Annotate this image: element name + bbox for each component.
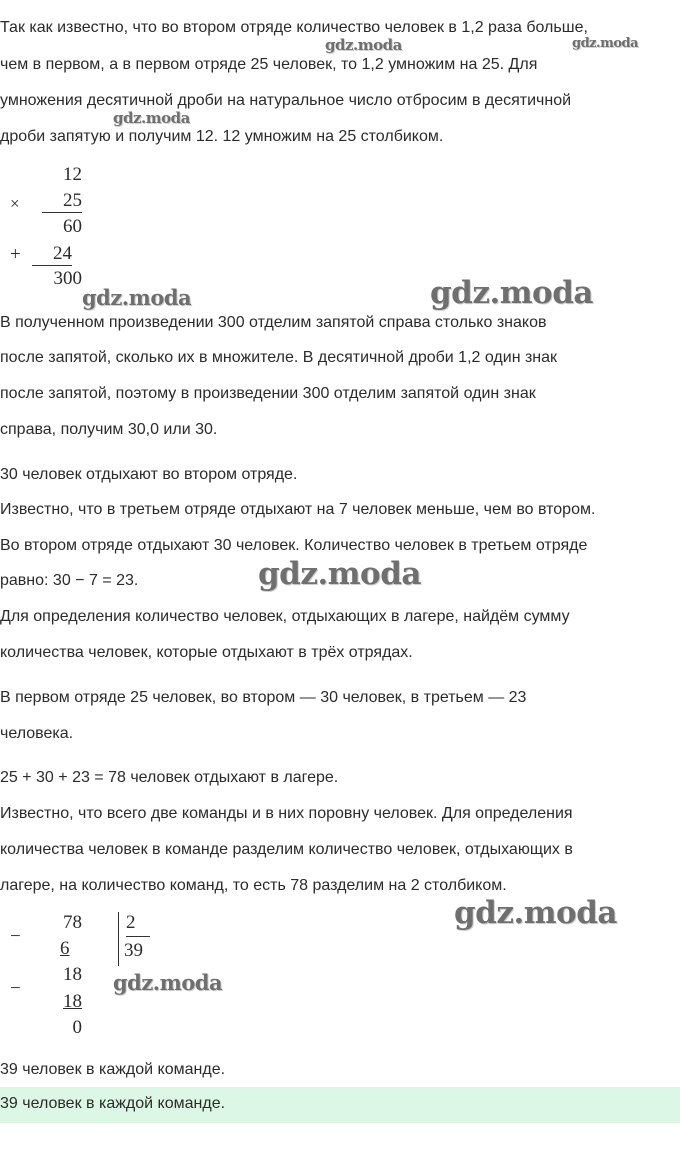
times-sign: ×: [10, 194, 20, 213]
text-line: Известно, что всего две команды и в них поровну человек. Для определения: [0, 805, 573, 822]
factor-1: 12: [63, 164, 82, 185]
text-line: после запятой, поэтому в произведении 300 отделим запятой один знак: [0, 385, 536, 402]
remainder-1: 18: [63, 964, 82, 985]
text-line: 25 + 30 + 23 = 78 человек отдыхают в лагере.: [0, 769, 339, 786]
watermark: gdz.moda: [113, 109, 190, 127]
divisor: 2: [126, 912, 150, 937]
text-line: дроби запятую и получим 12. 12 умножим на 25 столбиком.: [0, 128, 444, 145]
subtrahend-2: 18: [63, 991, 82, 1012]
watermark: gdz.moda: [572, 36, 639, 51]
watermark: gdz.moda: [258, 556, 421, 592]
remainder-final: 0: [72, 1017, 82, 1038]
text-line: В полученном произведении 300 отделим запятой справа столько знаков: [0, 314, 547, 331]
text-line: количества человек, которые отдыхают в трёх отрядах.: [0, 644, 413, 661]
watermark: gdz.moda: [113, 970, 223, 995]
answer-text: 39 человек в каждой команде.: [0, 1095, 226, 1112]
factor-2: 25: [42, 190, 82, 213]
text-line: Во втором отряде отдыхают 30 человек. Количество человек в третьем отряде: [0, 537, 588, 554]
plus-sign: +: [10, 244, 21, 265]
watermark: gdz.moda: [454, 895, 617, 931]
text-line: В первом отряде 25 человек, во втором — 30 человек, в третьем — 23: [0, 689, 527, 706]
watermark: gdz.moda: [325, 36, 402, 54]
text-line: количества человек в команде разделим количество человек, отдыхающих в: [0, 841, 573, 858]
minus-sign: −: [10, 926, 21, 947]
division-bracket: [118, 912, 119, 966]
watermark: gdz.moda: [82, 285, 192, 310]
text-line: Для определения количество человек, отдыхающих в лагере, найдём сумму: [0, 608, 570, 625]
text-line: справа, получим 30,0 или 30.: [0, 421, 218, 438]
text-line: равно: 30 − 7 = 23.: [0, 572, 139, 589]
text-line: лагере, на количество команд, то есть 78 разделим на 2 столбиком.: [0, 877, 507, 894]
partial-product-1: 60: [63, 216, 82, 237]
answer-box: [0, 1087, 680, 1123]
partial-product-2: 24: [32, 243, 72, 266]
text-line: человека.: [0, 725, 74, 742]
text-line: чем в первом, а в первом отряде 25 человек, то 1,2 умножим на 25. Для: [0, 56, 538, 73]
minus-sign: −: [10, 978, 21, 999]
quotient: 39: [124, 940, 143, 961]
watermark: gdz.moda: [430, 275, 593, 311]
text-line: 30 человек отдыхают во втором отряде.: [0, 466, 298, 483]
product: 300: [53, 268, 82, 289]
text-line: Известно, что в третьем отряде отдыхают на 7 человек меньше, чем во втором.: [0, 501, 596, 518]
text-line: после запятой, сколько их в множителе. В десятичной дроби 1,2 один знак: [0, 349, 558, 366]
text-line: 39 человек в каждой команде.: [0, 1061, 226, 1078]
subtrahend-1: 6: [60, 938, 70, 959]
dividend: 78: [63, 912, 82, 933]
text-line: умножения десятичной дроби на натуральное число отбросим в десятичной: [0, 92, 572, 109]
text-line: Так как известно, что во втором отряде количество человек в 1,2 раза больше,: [0, 19, 588, 36]
